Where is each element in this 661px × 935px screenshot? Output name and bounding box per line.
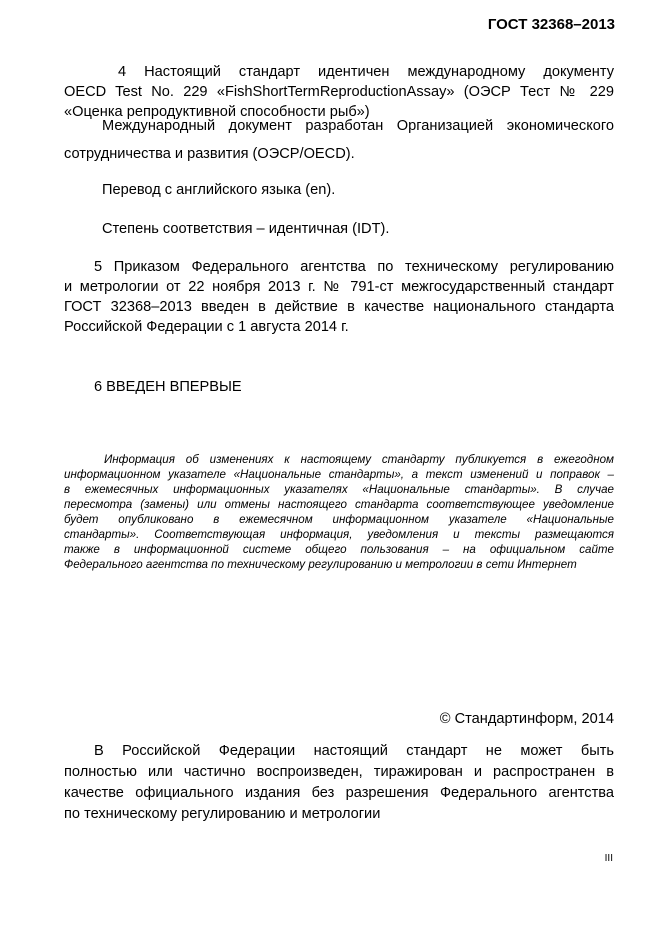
info-line-4: пересмотра (замены) или отмены настоящего стандарта соответствующее уведомление xyxy=(64,498,614,511)
rights-line-4: по техническому регулированию и метрологии xyxy=(64,806,381,822)
rights-line-3: качестве официального издания без разрешения Федерального агентства xyxy=(64,785,614,801)
item-5-line-3: ГОСТ 32368–2013 введен в действие в качестве национального стандарта xyxy=(64,299,614,315)
info-line-2: информационном указателе «Национальные стандарты», а текст изменений и поправок – xyxy=(64,468,614,481)
rights-line-1: В Российской Федерации настоящий стандарт не может быть xyxy=(94,743,614,759)
developer-paragraph xyxy=(64,116,614,136)
item-5-line-4: Российской Федерации с 1 августа 2014 г. xyxy=(64,319,349,335)
copyright: © Стандартинформ, 2014 xyxy=(439,711,614,727)
rights-paragraph xyxy=(64,741,614,825)
info-line-8: Федерального агентства по техническому регулированию и метрологии в сети Интернет xyxy=(64,558,577,571)
item-5-paragraph xyxy=(64,257,614,337)
item-5-line-1: 5 Приказом Федерального агентства по техническому регулированию xyxy=(94,259,614,275)
item-4-line-1: 4 Настоящий стандарт идентичен международному документу xyxy=(118,64,614,80)
page-number: III xyxy=(604,853,613,864)
item-5-line-2: и метрологии от 22 ноября 2013 г. № 791-ст межгосударственный стандарт xyxy=(64,279,614,295)
item-4-line-2: OECD Test No. 229 «FishShortTermReproductionAssay» (ОЭСР Тест № 229 xyxy=(64,84,614,100)
rights-line-2: полностью или частично воспроизведен, тиражирован и распространен в xyxy=(64,764,614,780)
item-4-paragraph xyxy=(64,62,614,122)
developer-line-1: Международный документ разработан Организацией экономического xyxy=(102,118,614,134)
conformity-note: Степень соответствия – идентичная (IDT). xyxy=(102,221,390,237)
document-header: ГОСТ 32368–2013 xyxy=(487,16,615,33)
item-4-line-3: «Оценка репродуктивной способности рыб») xyxy=(64,104,370,120)
developer-line-2: сотрудничества и развития (ОЭСР/OECD). xyxy=(64,146,355,162)
translation-note: Перевод с английского языка (en). xyxy=(102,182,336,198)
info-line-1: Информация об изменениях к настоящему стандарту публикуется в ежегодном xyxy=(104,453,614,466)
info-line-3: в ежемесячных информационных указателях «Национальные стандарты». В случае xyxy=(64,483,614,496)
info-line-5: будет опубликовано в ежемесячном информационном указателе «Национальные xyxy=(64,513,614,526)
info-block xyxy=(64,452,614,572)
info-line-6: стандарты». Соответствующая информация, уведомления и тексты размещаются xyxy=(64,528,614,541)
info-line-7: также в информационной системе общего пользования – на официальном сайте xyxy=(64,543,614,556)
item-6-heading: 6 ВВЕДЕН ВПЕРВЫЕ xyxy=(94,379,242,395)
